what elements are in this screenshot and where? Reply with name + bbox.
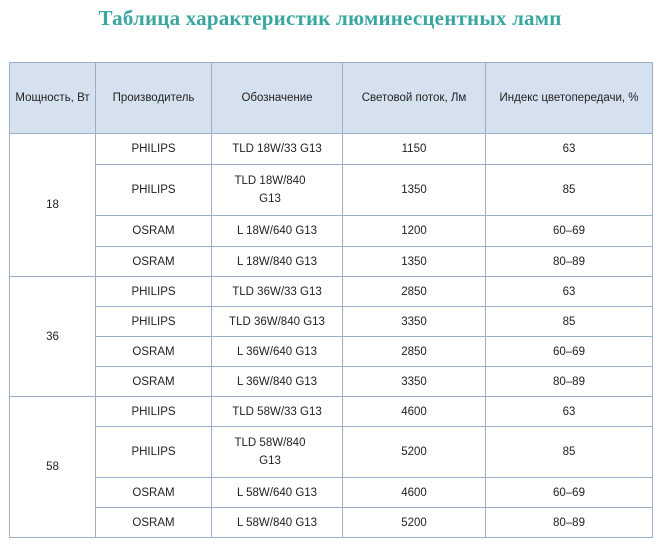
header-maker: Производитель xyxy=(96,63,212,134)
code-cell: L 18W/640 G13 xyxy=(212,216,343,247)
maker-cell: OSRAM xyxy=(96,367,212,397)
table-row xyxy=(10,277,653,307)
table-row xyxy=(10,307,653,337)
table-row xyxy=(10,478,653,508)
flux-cell: 1150 xyxy=(343,134,486,165)
cri-cell: 80–89 xyxy=(486,367,653,397)
cri-cell: 85 xyxy=(486,307,653,337)
code-cell: TLD 36W/33 G13 xyxy=(212,277,343,307)
code-cell: L 58W/640 G13 xyxy=(212,478,343,508)
flux-cell: 1350 xyxy=(343,247,486,277)
cri-cell: 63 xyxy=(486,134,653,165)
code-cell: TLD 18W/33 G13 xyxy=(212,134,343,165)
maker-cell: PHILIPS xyxy=(96,427,212,478)
header-power: Мощность, Вт xyxy=(10,63,96,134)
header-flux: Световой поток, Лм xyxy=(343,63,486,134)
flux-cell: 3350 xyxy=(343,307,486,337)
table-row xyxy=(10,427,653,478)
cri-cell: 60–69 xyxy=(486,216,653,247)
lamp-specs-table xyxy=(9,62,653,538)
table-row xyxy=(10,247,653,277)
header-code: Обозначение xyxy=(212,63,343,134)
power-cell: 18 xyxy=(10,134,96,277)
cri-cell: 85 xyxy=(486,165,653,216)
maker-cell: PHILIPS xyxy=(96,307,212,337)
power-cell: 36 xyxy=(10,277,96,397)
flux-cell: 2850 xyxy=(343,277,486,307)
cri-cell: 63 xyxy=(486,397,653,427)
maker-cell: PHILIPS xyxy=(96,277,212,307)
flux-cell: 3350 xyxy=(343,367,486,397)
header-cri: Индекс цветопередачи, % xyxy=(486,63,653,134)
table-header-row xyxy=(10,63,653,134)
cri-cell: 60–69 xyxy=(486,337,653,367)
maker-cell: OSRAM xyxy=(96,216,212,247)
maker-cell: OSRAM xyxy=(96,508,212,538)
code-cell: L 36W/640 G13 xyxy=(212,337,343,367)
table-row xyxy=(10,216,653,247)
flux-cell: 4600 xyxy=(343,397,486,427)
maker-cell: PHILIPS xyxy=(96,397,212,427)
code-cell: L 36W/840 G13 xyxy=(212,367,343,397)
maker-cell: OSRAM xyxy=(96,337,212,367)
flux-cell: 1350 xyxy=(343,165,486,216)
table-row xyxy=(10,508,653,538)
code-cell: L 58W/840 G13 xyxy=(212,508,343,538)
flux-cell: 5200 xyxy=(343,427,486,478)
code-cell: TLD 58W/840 G13 xyxy=(212,427,343,478)
flux-cell: 4600 xyxy=(343,478,486,508)
flux-cell: 1200 xyxy=(343,216,486,247)
table-row xyxy=(10,367,653,397)
maker-cell: OSRAM xyxy=(96,247,212,277)
cri-cell: 80–89 xyxy=(486,508,653,538)
maker-cell: OSRAM xyxy=(96,478,212,508)
flux-cell: 2850 xyxy=(343,337,486,367)
maker-cell: PHILIPS xyxy=(96,134,212,165)
table-row xyxy=(10,337,653,367)
code-cell: TLD 18W/840 G13 xyxy=(212,165,343,216)
cri-cell: 60–69 xyxy=(486,478,653,508)
code-cell: TLD 58W/33 G13 xyxy=(212,397,343,427)
code-cell: L 18W/840 G13 xyxy=(212,247,343,277)
table-row xyxy=(10,165,653,216)
maker-cell: PHILIPS xyxy=(96,165,212,216)
power-cell: 58 xyxy=(10,397,96,538)
cri-cell: 63 xyxy=(486,277,653,307)
page-title: Таблица характеристик люминесцентных ламп xyxy=(98,6,562,30)
table-row xyxy=(10,397,653,427)
code-cell: TLD 36W/840 G13 xyxy=(212,307,343,337)
cri-cell: 80–89 xyxy=(486,247,653,277)
flux-cell: 5200 xyxy=(343,508,486,538)
cri-cell: 85 xyxy=(486,427,653,478)
table-row xyxy=(10,134,653,165)
